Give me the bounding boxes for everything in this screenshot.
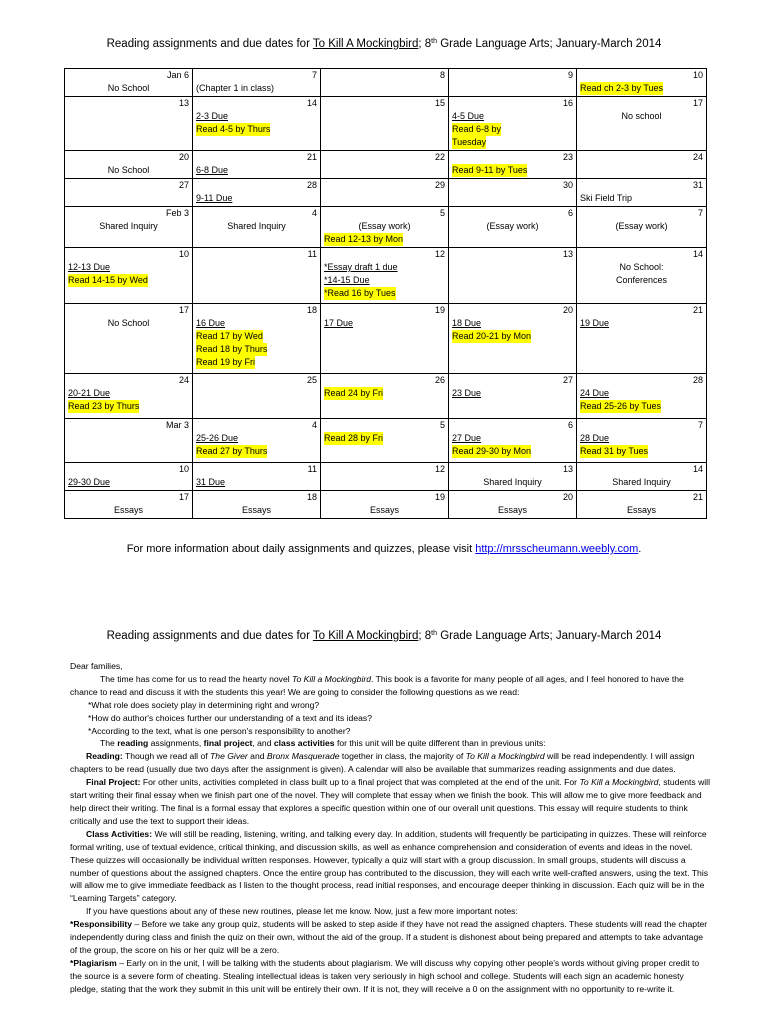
units-text-a: The — [100, 738, 118, 749]
reading-book-mockingbird: To Kill a Mockingbird — [465, 751, 545, 762]
day-number: 23 — [562, 152, 573, 162]
calendar-day-cell — [193, 179, 321, 207]
calendar-day-cell — [449, 207, 577, 248]
letter-title — [0, 629, 768, 643]
due-item: 16 Due — [196, 318, 226, 328]
calendar-day-cell — [193, 151, 321, 179]
reading-assignment: Read 27 by Thurs — [196, 446, 268, 456]
calendar-day-cell — [449, 491, 577, 519]
day-number: 10 — [178, 249, 189, 259]
reading-assignment: Read 4-5 by Thurs — [196, 124, 271, 134]
calendar-day-cell — [65, 248, 193, 304]
day-note: No School — [107, 165, 150, 175]
letter-title-grade: ; 8 — [418, 630, 432, 642]
day-number: 10 — [692, 70, 703, 80]
day-number: 5 — [439, 208, 445, 218]
due-item: 19 Due — [580, 318, 610, 328]
calendar-day-cell — [65, 151, 193, 179]
calendar-day-cell — [321, 304, 449, 374]
day-number: 14 — [692, 464, 703, 474]
more-info-period: . — [638, 543, 642, 555]
day-number: 20 — [178, 152, 189, 162]
calendar-week-row — [65, 97, 707, 151]
due-item: 29-30 Due — [68, 477, 111, 487]
units-final-project: final project — [203, 738, 253, 749]
calendar-day-cell — [449, 304, 577, 374]
calendar-week-row — [65, 304, 707, 374]
calendar-day-cell — [449, 179, 577, 207]
question-1: *What role does society play in determining right and wrong? — [88, 699, 320, 710]
reading-assignment: Read 29-30 by Mon — [452, 446, 532, 456]
calendar-week-row — [65, 463, 707, 491]
day-number: 18 — [306, 492, 317, 502]
day-number: 4 — [311, 420, 317, 430]
day-number: 21 — [692, 305, 703, 315]
day-number: 8 — [439, 70, 445, 80]
due-item: 24 Due — [580, 388, 610, 398]
day-number: 28 — [692, 375, 703, 385]
more-info-text: For more information about daily assignments and quizzes, please visit — [126, 543, 476, 555]
questions-note: If you have questions about any of these new routines, please let me know. Now, just a few more important notes: — [86, 906, 518, 917]
units-text-c: assignments, — [148, 738, 204, 749]
units-text-e: for this unit will be quite different than in previous units: — [334, 738, 546, 749]
day-number: 17 — [178, 492, 189, 502]
day-note: No School — [107, 318, 150, 328]
day-number: 25 — [306, 375, 317, 385]
due-item: *14-15 Due — [324, 275, 370, 285]
day-number: 14 — [306, 98, 317, 108]
reading-assignment: Read 20-21 by Mon — [452, 331, 532, 341]
day-number: 4 — [311, 208, 317, 218]
reading-assignment: Read 23 by Thurs — [68, 401, 140, 411]
reading-assignment: Tuesday — [452, 137, 487, 147]
question-2: *How do author's choices further our understanding of a text and its ideas? — [88, 712, 372, 723]
calendar-title — [0, 37, 768, 51]
reading-assignment: *Read 16 by Tues — [324, 288, 396, 298]
calendar-day-cell — [65, 374, 193, 419]
calendar-day-cell — [65, 304, 193, 374]
title-book: To Kill A Mockingbird — [312, 38, 419, 50]
day-note: Conferences — [615, 275, 668, 285]
calendar-week-row — [65, 151, 707, 179]
class-activities-paragraph — [70, 828, 710, 905]
due-item: *Essay draft 1 due — [324, 262, 398, 272]
day-note: Shared Inquiry — [612, 477, 671, 487]
calendar-day-cell — [321, 248, 449, 304]
day-note: (Essay work) — [486, 221, 539, 231]
day-number: 26 — [434, 375, 445, 385]
due-item: 20-21 Due — [68, 388, 111, 398]
reading-assignment: Read 12-13 by Mon — [324, 234, 404, 244]
calendar-day-cell — [193, 419, 321, 463]
calendar-day-cell — [321, 491, 449, 519]
day-number: 12 — [434, 464, 445, 474]
calendar-day-cell — [65, 491, 193, 519]
calendar-day-cell — [577, 491, 707, 519]
calendar-day-cell — [577, 207, 707, 248]
day-number: 9 — [567, 70, 573, 80]
day-number: 15 — [434, 98, 445, 108]
day-number: 28 — [306, 180, 317, 190]
day-number: 20 — [562, 305, 573, 315]
letter-title-grade-sup: th — [431, 630, 437, 637]
units-text-d: , and — [252, 738, 274, 749]
calendar-week-row — [65, 374, 707, 419]
day-number: 12 — [434, 249, 445, 259]
intro-text-b: . This book is a favorite for many people of all ages, and I feel honored to have the chance to read and discuss it with the students this year! We are going to consider the following questions as we read: — [70, 673, 684, 697]
day-number: 7 — [697, 208, 703, 218]
more-info-line — [0, 542, 768, 556]
reading-text-b: and — [247, 751, 267, 762]
calendar-day-cell — [193, 374, 321, 419]
day-number: 20 — [562, 492, 573, 502]
day-number: 30 — [562, 180, 573, 190]
plagiarism-text: – Early on in the unit, I will be talking with the students about plagiarism. We will discuss why copying other people's words without giving proper credit to the source is a severe form of cheating. Stealing intellectual ideas is taken very seriously in high school and college. Students will each sign an academic honesty pledge, stating that the work they submit in this unit will be entirely their own. If it is not, they will receive a 0 on the assignment with no opportunity to re-write it. — [70, 957, 700, 994]
day-note: Ski Field Trip — [580, 193, 633, 203]
reading-assignment: Read 31 by Tues — [580, 446, 649, 456]
reading-label: Reading: — [86, 751, 123, 762]
plagiarism-label: *Plagiarism — [70, 957, 117, 968]
day-number: 27 — [178, 180, 189, 190]
calendar-day-cell — [577, 463, 707, 491]
day-number: 13 — [178, 98, 189, 108]
due-item: 27 Due — [452, 433, 482, 443]
day-number: 6 — [567, 420, 573, 430]
title-grade-sup: th — [431, 38, 437, 45]
calendar-day-cell — [449, 97, 577, 151]
calendar-day-cell — [449, 374, 577, 419]
day-number: Jan 6 — [166, 70, 189, 80]
day-note: Shared Inquiry — [483, 477, 542, 487]
day-number: 11 — [307, 249, 317, 259]
responsibility-paragraph — [70, 918, 710, 957]
reading-book-giver: The Giver — [210, 751, 248, 762]
day-number: 21 — [692, 492, 703, 502]
day-number: 7 — [311, 70, 317, 80]
reading-assignment: Read 24 by Fri — [324, 388, 384, 398]
due-item: 25-26 Due — [196, 433, 239, 443]
intro-book: To Kill a Mockingbird — [292, 673, 372, 684]
final-text-b: , students will start writing their final essay when we finish part one of the novel. They will complete that essay when we finish the book. This will allow me to give more feedback and help direct their writing. The final is a formal essay that explores a specific question within one of our overall unit questions. This essay will require students to think critically and use the text to support their ideas. — [70, 777, 711, 826]
day-number: 19 — [434, 492, 445, 502]
day-note: (Essay work) — [615, 221, 668, 231]
letter-title-book: To Kill A Mockingbird — [312, 630, 419, 642]
calendar-day-cell — [449, 69, 577, 97]
calendar-day-cell — [449, 151, 577, 179]
due-item: 31 Due — [196, 477, 226, 487]
reading-assignment: Read 18 by Thurs — [196, 344, 268, 354]
reading-assignment: Read 17 by Wed — [196, 331, 263, 341]
calendar-day-cell — [321, 419, 449, 463]
title-prefix: Reading assignments and due dates for — [106, 38, 313, 50]
due-item: 9-11 Due — [196, 193, 233, 203]
final-text-a: For other units, activities completed in class built up to a final project that was completed at the end of the unit. For — [140, 777, 580, 788]
reading-paragraph — [70, 750, 710, 776]
parent-letter — [70, 660, 710, 996]
calendar-day-cell — [193, 491, 321, 519]
calendar-day-cell — [321, 463, 449, 491]
calendar-week-row — [65, 491, 707, 519]
day-note: (Chapter 1 in class) — [196, 83, 275, 93]
day-number: 22 — [434, 152, 445, 162]
reading-assignment: Read 9-11 by Tues — [452, 165, 528, 175]
calendar-day-cell — [65, 179, 193, 207]
day-number: 24 — [178, 375, 189, 385]
day-number: 11 — [307, 464, 317, 474]
day-note: No School: — [619, 262, 664, 272]
units-reading: reading — [117, 738, 149, 749]
day-number: 21 — [306, 152, 317, 162]
day-number: 29 — [434, 180, 445, 190]
reading-assignment: Read 14-15 by Wed — [68, 275, 148, 285]
day-note: Essays — [369, 505, 399, 515]
due-item: 12-13 Due — [68, 262, 111, 272]
letter-title-prefix: Reading assignments and due dates for — [106, 630, 313, 642]
day-note: Essays — [497, 505, 527, 515]
day-note: No school — [621, 111, 662, 121]
day-note: Essays — [241, 505, 271, 515]
calendar-day-cell — [65, 97, 193, 151]
day-number: 17 — [178, 305, 189, 315]
due-item: 2-3 Due — [196, 111, 229, 121]
calendar-day-cell — [65, 69, 193, 97]
reading-book-bronx: Bronx Masquerade — [266, 751, 340, 762]
day-note: (Essay work) — [358, 221, 411, 231]
day-number: 14 — [692, 249, 703, 259]
day-note: Essays — [626, 505, 656, 515]
day-note: Shared Inquiry — [99, 221, 158, 231]
final-project-paragraph — [70, 776, 710, 828]
calendar-day-cell — [321, 151, 449, 179]
day-number: 13 — [562, 464, 573, 474]
reading-text-c: together in class, the majority of — [339, 751, 466, 762]
class-text: We will still be reading, listening, writing, and talking every day. In addition, students will frequently be participating in quizzes. These will reinforce formal writing, use of textual evidence, critical thinking, and discussion skills, as well as enhance comprehension and consideration of events and ideas in the novel. These quizzes will occasionally be individual written responses. However, typically a quiz will start with a group discussion. In small groups, students will discuss a number of questions about the assigned chapters. Once the entire group has contributed to the discussion, they will each write well-crafted answers, using the text. This will allow me to give immediate feedback as I listen to the thought process, read initial responses, and encourage deeper thinking in discussion. Each quiz will be in the “Learning Targets” category. — [70, 828, 709, 904]
due-item: 18 Due — [452, 318, 482, 328]
responsibility-label: *Responsibility — [70, 919, 133, 930]
calendar-day-cell — [321, 374, 449, 419]
reading-text-a: Though we read all of — [122, 751, 211, 762]
reading-assignment: Read 6-8 by — [452, 124, 502, 134]
day-note: Shared Inquiry — [227, 221, 286, 231]
reading-text-d: will be read independently. I will assign chapters to be read (usually due two days after the assignment is given). A calendar will also be available that summarizes reading assignments and due dates. — [70, 751, 695, 775]
day-number: 13 — [562, 249, 573, 259]
units-class-activities: class activities — [273, 738, 335, 749]
calendar-day-cell — [65, 207, 193, 248]
calendar-day-cell — [321, 179, 449, 207]
day-number: 31 — [692, 180, 703, 190]
calendar-day-cell — [577, 97, 707, 151]
day-number: 24 — [692, 152, 703, 162]
day-number: 27 — [562, 375, 573, 385]
calendar-day-cell — [449, 419, 577, 463]
calendar-day-cell — [577, 248, 707, 304]
calendar-week-row — [65, 179, 707, 207]
due-item: 28 Due — [580, 433, 610, 443]
due-item: 23 Due — [452, 388, 482, 398]
calendar-week-row — [65, 207, 707, 248]
calendar-day-cell — [449, 463, 577, 491]
intro-text-a: The time has come for us to read the hearty novel — [100, 673, 293, 684]
calendar-week-row — [65, 69, 707, 97]
calendar-day-cell — [193, 97, 321, 151]
reading-assignment: Read 25-26 by Tues — [580, 401, 662, 411]
day-number: Mar 3 — [165, 420, 189, 430]
day-number: 10 — [178, 464, 189, 474]
day-number: 18 — [306, 305, 317, 315]
calendar-week-row — [65, 419, 707, 463]
calendar-day-cell — [193, 248, 321, 304]
calendar-day-cell — [321, 69, 449, 97]
calendar-day-cell — [577, 419, 707, 463]
salutation: Dear families, — [70, 661, 123, 671]
calendar-day-cell — [577, 179, 707, 207]
calendar-day-cell — [449, 248, 577, 304]
day-note: Essays — [113, 505, 143, 515]
calendar-week-row — [65, 248, 707, 304]
day-number: 7 — [697, 420, 703, 430]
assignment-calendar — [64, 68, 707, 519]
calendar-day-cell — [321, 97, 449, 151]
title-suffix: Grade Language Arts; January-March 2014 — [437, 38, 662, 50]
calendar-day-cell — [577, 374, 707, 419]
plagiarism-paragraph — [70, 957, 710, 996]
reading-assignment: Read 19 by Fri — [196, 357, 256, 367]
final-label: Final Project: — [86, 777, 141, 788]
calendar-day-cell — [193, 304, 321, 374]
calendar-day-cell — [65, 463, 193, 491]
calendar-day-cell — [577, 304, 707, 374]
calendar-day-cell — [321, 207, 449, 248]
calendar-day-cell — [65, 419, 193, 463]
day-number: 6 — [567, 208, 573, 218]
due-item: 17 Due — [324, 318, 354, 328]
calendar-day-cell — [577, 69, 707, 97]
due-item: 6-8 Due — [196, 165, 229, 175]
website-link[interactable]: http://mrsscheumann.weebly.com — [475, 543, 639, 555]
day-note: No School — [107, 83, 150, 93]
reading-assignment: Read ch 2-3 by Tues — [580, 83, 664, 93]
due-item: 4-5 Due — [452, 111, 485, 121]
class-label: Class Activities: — [86, 828, 153, 839]
day-number: 5 — [439, 420, 445, 430]
calendar-day-cell — [193, 207, 321, 248]
calendar-day-cell — [577, 151, 707, 179]
question-3: *According to the text, what is one person's responsibility to another? — [88, 725, 351, 736]
responsibility-text: – Before we take any group quiz, students will be asked to step aside if they have not read the assigned chapters. These students will read the chapter independently during class and finish the quiz on their own, without the aid of the group. If a student is dishonest about being prepared and attempts to take advantage of the group, the score on his or her quiz will be a zero. — [70, 919, 708, 955]
intro-paragraph — [70, 673, 710, 699]
day-number: Feb 3 — [165, 208, 189, 218]
letter-title-suffix: Grade Language Arts; January-March 2014 — [437, 630, 662, 642]
day-number: 17 — [692, 98, 703, 108]
final-book: To Kill a Mockingbird — [579, 777, 659, 788]
title-grade: ; 8 — [418, 38, 432, 50]
day-number: 16 — [562, 98, 573, 108]
calendar-day-cell — [193, 69, 321, 97]
calendar-day-cell — [193, 463, 321, 491]
units-paragraph — [70, 737, 710, 750]
day-number: 19 — [434, 305, 445, 315]
reading-assignment: Read 28 by Fri — [324, 433, 384, 443]
